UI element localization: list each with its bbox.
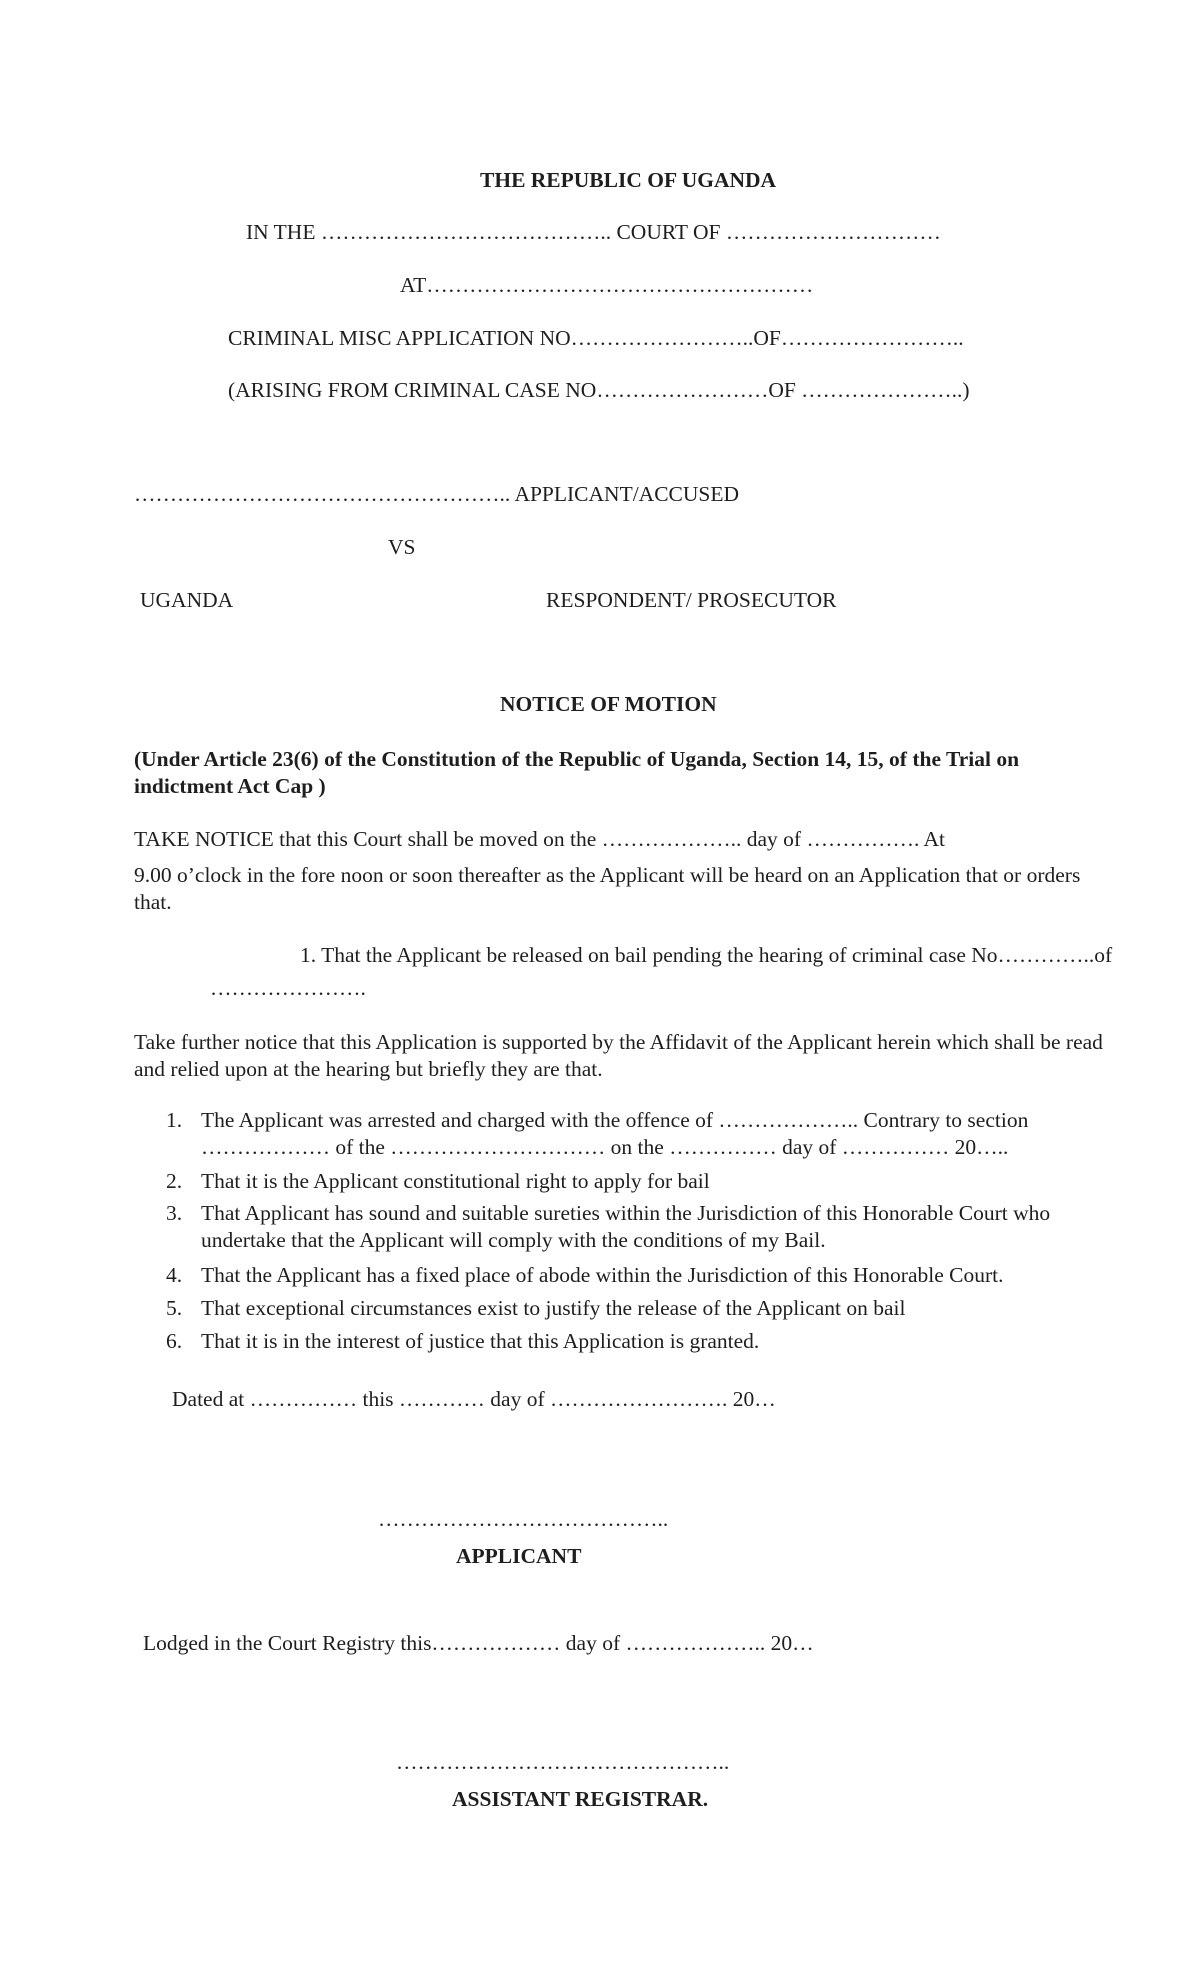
statutory-basis-line-2: indictment Act Cap ): [134, 774, 326, 798]
applicant-accused-line: …………………………………………….. APPLICANT/ACCUSED: [134, 482, 740, 506]
ground-text: That the Applicant has a fixed place of abode within the Jurisdiction of this Honorable Court.: [201, 1263, 1004, 1287]
take-notice-line-2: 9.00 o’clock in the fore noon or soon thereafter as the Applicant will be heard on an Application that or orders: [134, 863, 1081, 887]
statutory-basis-line-1: (Under Article 23(6) of the Constitution of the Republic of Uganda, Section 14, 15, of the Trial on: [134, 747, 1020, 771]
applicant-signature-label: APPLICANT: [456, 1544, 582, 1568]
respondent-role: RESPONDENT/ PROSECUTOR: [546, 588, 837, 612]
further-notice-line-2: and relied upon at the hearing but briefly they are that.: [134, 1057, 603, 1081]
ground-number: 3.: [166, 1201, 183, 1225]
further-notice-line-1: Take further notice that this Application is supported by the Affidavit of the Applicant herein which shall be read: [134, 1030, 1103, 1054]
ground-item-5: [166, 1295, 1096, 1322]
ground-item-1: [166, 1107, 1096, 1161]
republic-title: THE REPUBLIC OF UGANDA: [480, 168, 777, 192]
ground-text: That it is in the interest of justice that this Application is granted.: [201, 1329, 760, 1353]
registrar-signature-label: ASSISTANT REGISTRAR.: [452, 1787, 709, 1811]
ground-text: That Applicant has sound and suitable sureties within the Jurisdiction of this Honorable Court who: [201, 1201, 1051, 1225]
lodged-line: Lodged in the Court Registry this……………… day of ……………….. 20…: [143, 1631, 814, 1655]
dated-line: Dated at …………… this ………… day of ……………………. 20…: [172, 1387, 776, 1411]
order-item-line-2: ………………….: [210, 976, 366, 1000]
ground-item-3: [166, 1200, 1096, 1254]
arising-from-line: (ARISING FROM CRIMINAL CASE NO……………………OF …………………..): [228, 378, 970, 402]
misc-application-line: CRIMINAL MISC APPLICATION NO……………………..OF……………………..: [228, 326, 964, 350]
ground-number: 5.: [166, 1296, 183, 1320]
ground-text-continued: undertake that the Applicant will comply with the conditions of my Bail.: [201, 1228, 826, 1252]
ground-text: That it is the Applicant constitutional right to apply for bail: [201, 1169, 710, 1193]
versus-label: VS: [388, 535, 416, 559]
ground-number: 4.: [166, 1263, 183, 1287]
ground-text: That exceptional circumstances exist to justify the release of the Applicant on bail: [201, 1296, 906, 1320]
take-notice-line-3: that.: [134, 890, 172, 914]
ground-item-2: [166, 1168, 1096, 1195]
registrar-signature-line: ………………………………………..: [396, 1750, 730, 1774]
applicant-signature-line: …………………………………..: [378, 1507, 669, 1531]
order-item-line-1: 1. That the Applicant be released on bail pending the hearing of criminal case No…………..of: [300, 943, 1113, 967]
court-line: IN THE ………………………………….. COURT OF …………………………: [246, 220, 941, 244]
notice-of-motion-title: NOTICE OF MOTION: [500, 692, 717, 716]
ground-text-continued: ……………… of the ………………………… on the …………… day of …………… 20…..: [201, 1135, 1009, 1159]
ground-item-6: [166, 1328, 1096, 1355]
respondent-name: UGANDA: [140, 588, 234, 612]
ground-number: 2.: [166, 1169, 183, 1193]
ground-number: 1.: [166, 1108, 183, 1132]
take-notice-line-1: TAKE NOTICE that this Court shall be moved on the ……………….. day of ……………. At: [134, 827, 946, 851]
ground-number: 6.: [166, 1329, 183, 1353]
ground-text: The Applicant was arrested and charged with the offence of ……………….. Contrary to section: [201, 1108, 1029, 1132]
ground-item-4: [166, 1262, 1096, 1289]
at-line: AT………………………………………………: [400, 273, 814, 297]
